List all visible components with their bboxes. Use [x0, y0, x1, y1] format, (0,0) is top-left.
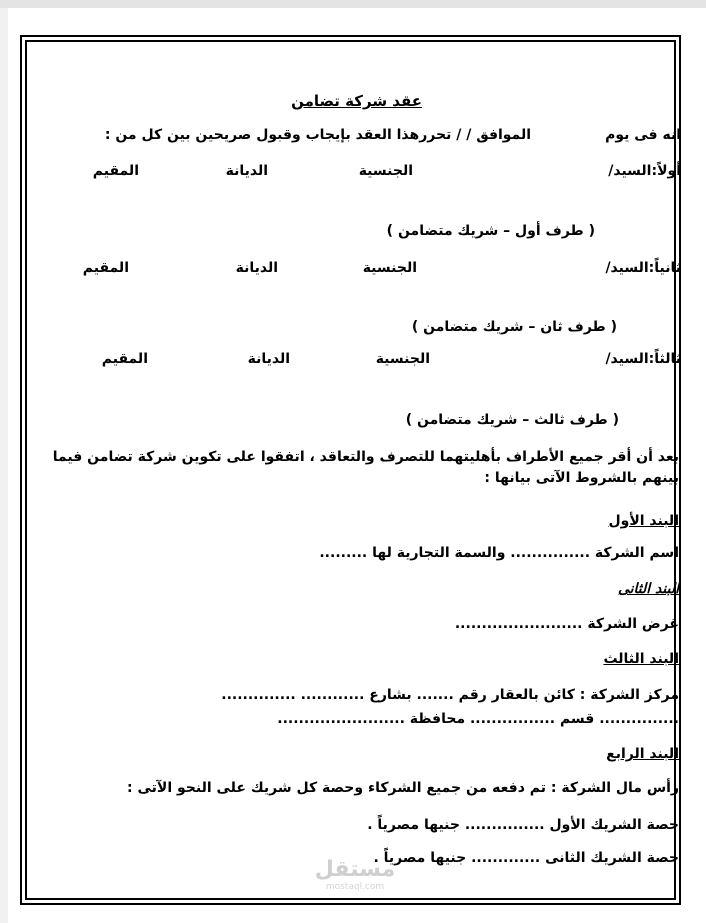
clause4-heading: البند الرابع — [606, 746, 679, 762]
contract-title: عقد شركة تضامن — [291, 92, 422, 110]
watermark-logo: مستقل — [314, 857, 396, 882]
clause4-line3: حصة الشريك الثانى ............. جنيها مصرياً . — [373, 850, 679, 866]
intro-day-label: انه فى يوم — [605, 127, 681, 143]
party1-label: أولاً:السيد/ — [608, 163, 681, 179]
party1-religion: الديانة — [225, 163, 268, 179]
clause4-line2: حصة الشريك الأول ............... جنيها مصرياً . — [367, 817, 679, 833]
party2-nationality: الجنسية — [362, 260, 417, 276]
agreement-line-2: بينهم بالشروط الآتى بيانها : — [484, 470, 679, 486]
intro-text: الموافق / / تحررهذا العقد بإيجاب وقبول صريحين بين كل من : — [104, 127, 531, 143]
clause3-heading: البند الثالث — [603, 651, 679, 667]
party2-label: ثانياً:السيد/ — [605, 260, 681, 276]
party1-residence: المقيم — [92, 163, 139, 179]
party2-religion: الديانة — [235, 260, 278, 276]
party3-religion: الديانة — [247, 351, 290, 367]
watermark-url: mostaql.com — [325, 882, 385, 892]
party3-nationality: الجنسية — [375, 351, 430, 367]
party2-residence: المقيم — [82, 260, 129, 276]
clause1-line1: اسم الشركة ............... والسمة التجارية لها ......... — [319, 545, 679, 561]
agreement-line-1: بعد أن أقر جميع الأطراف بأهليتهما للتصرف والتعاقد ، اتفقوا على تكوين شركة تضامن فيما — [52, 449, 679, 465]
clause3-line1: مركز الشركة : كائن بالعقار رقم ....... بشارع ............ .............. — [221, 687, 679, 703]
party3-residence: المقيم — [101, 351, 148, 367]
clause2-line1: غرض الشركة ........................ — [454, 616, 679, 632]
clause1-heading: البند الأول — [608, 513, 679, 529]
clause3-line2: ............... قسم ................ محافظة ........................ — [277, 711, 679, 727]
party1-nationality: الجنسية — [358, 163, 413, 179]
party1-role: ( طرف أول – شريك متضامن ) — [386, 223, 595, 239]
top-band — [0, 0, 706, 8]
party3-role: ( طرف ثالث – شريك متضامن ) — [405, 412, 619, 428]
clause4-line1: رأس مال الشركة : تم دفعه من جميع الشركاء وحصة كل شريك على النحو الآتى : — [127, 780, 679, 796]
party3-label: ثالثاً:السيد/ — [605, 351, 681, 367]
clause2-heading: البند الثانى — [617, 581, 679, 597]
party2-role: ( طرف ثان – شريك متضامن ) — [411, 319, 617, 335]
